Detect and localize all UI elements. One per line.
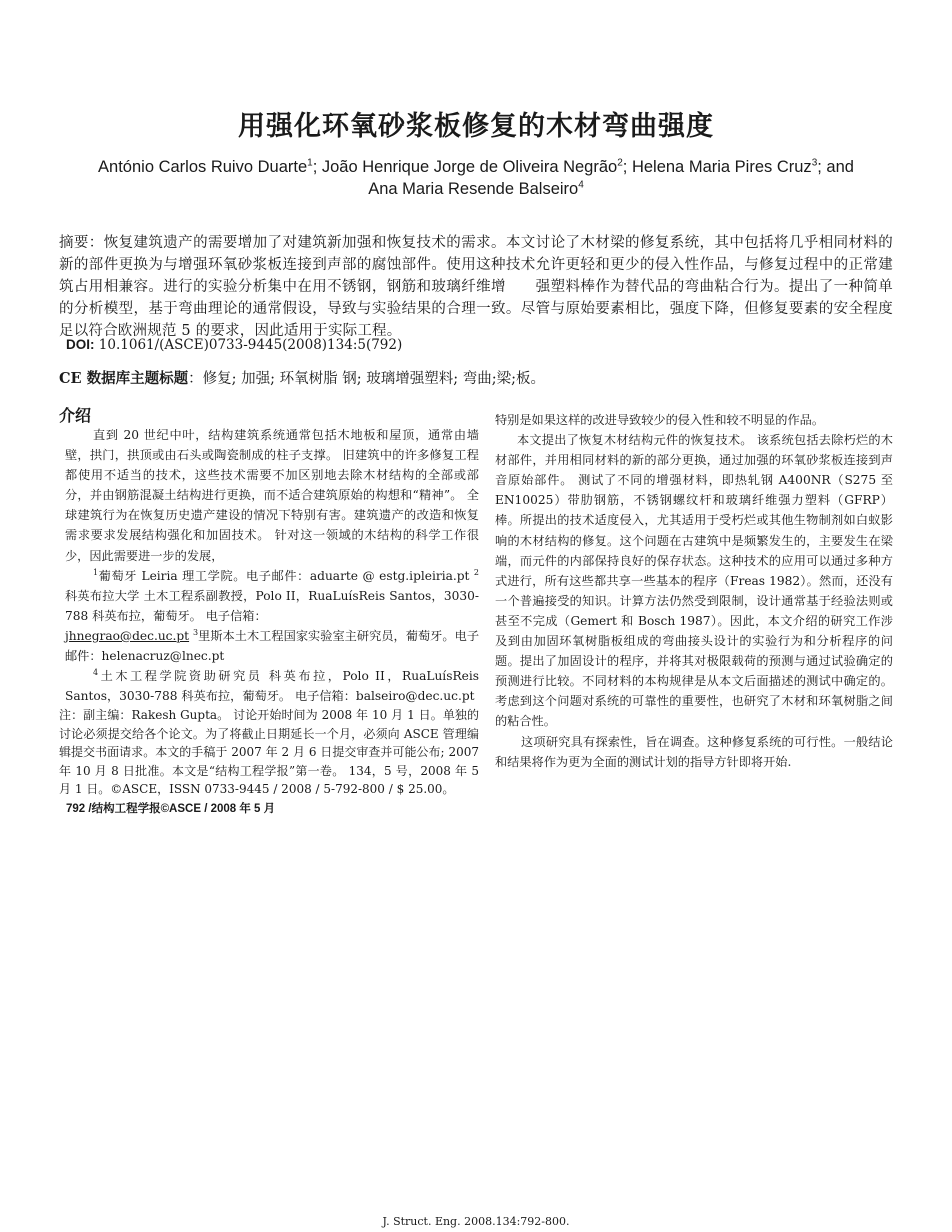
subject-headings-label: CE 数据库主题标题 [59,370,189,387]
intro-paragraph: 直到 20 世纪中叶，结构建筑系统通常包括木地板和屋顶，通常由墙壁，拱门，拱顶或由石头或陶瓷制成的柱子支撑。 旧建筑中的许多修复工程都使用不适当的技术，这些技术需要不加区别地去除木材结构的全部或部分，并由钢筋混凝土结构进行更换，而不适合建筑原始的构想和“精神”。 全球建筑行为在恢复历史遗产建设的情况下特别有害。建筑遗产的改造和恢复需求要求发展结构强化和加固技术。 针对这一领域的木结构的科学工作很少，因此需要进一步的发展， [65,428,479,563]
abstract: 摘要：恢复建筑遗产的需要增加了对建筑新加强和恢复技术的需求。本文讨论了木材梁的修复系统，其中包括将几乎相同材料的新的部件更换为与增强环氧砂浆板连接到声部的腐蚀部件。使用这种技术允许更轻和更少的侵入性作品，与修复过程中的正常建筑占用相兼容。进行的实验分析集中在用不锈钢，钢筋和玻璃纤维增 强塑料棒作为替代品的弯曲粘合行为。提出了一种简单的分析模型，基于弯曲理论的通常假设，导致与实验结果的合理一致。尽管与原始要素相比，强度下降，但修复要素的安全程度足以符合欧洲规范 5 的要求，因此适用于实际工程。 [59,235,893,339]
author-and: ; and [817,158,854,176]
author-3-affil: 3 [811,157,818,169]
paper-title: 用强化环氧砂浆板修复的木材弯曲强度 [238,111,714,142]
left-column [59,425,479,799]
footnote-email[interactable]: jhnegrao@dec.uc.pt [65,628,190,643]
author-3: ; Helena Maria Pires Cruz [622,158,812,176]
section-title-intro: 介绍 [59,406,92,425]
author-4: Ana Maria Resende Balseiro [368,180,579,198]
subject-headings-terms: ：修复; 加强; 环氧树脂 钢; 玻璃增强塑料; 弯曲;梁;板。 [188,371,545,387]
author-4-affil: 4 [578,179,584,191]
author-1: António Carlos Ruivo Duarte [98,158,308,176]
author-1-affil: 1 [307,157,313,169]
author-list [70,156,882,200]
journal-footer: 792 /结构工程学报©ASCE / 2008 年 5 月 [66,803,276,815]
author-2: ; João Henrique Jorge de Oliveira Negrão [312,158,618,176]
doi-line [66,337,402,353]
footnote-1: $^1$葡萄牙 Leiria 理工学院。电子邮件：aduarte @ estg.ipleiria.pt $^2$科英布拉大学 土木工程系副教授，Polo II，RuaLuísReis Santos，3030-788 科英布拉，葡萄牙。 电子信箱： jhnegrao@dec.uc.pt $^3$里斯本土木工程国家实验室主研究员，葡萄牙。电子邮件：helenacruz@lnec.pt [65,567,480,664]
citation-footer: J. Struct. Eng. 2008.134:792-800. [382,1215,570,1228]
doi-value: 10.1061/(ASCE)0733-9445(2008)134:5(792) [94,337,403,353]
paragraph-technique: 本文提出了恢复木材结构元件的恢复技术。 该系统包括去除朽烂的木材部件，并用相同材料的新的部分更换，通过加强的环氧砂浆板连接到声音原始部件。 测试了不同的增强材料，即热轧钢 A400NR（S275 至 EN10025）带肋钢筋，不锈钢螺纹杆和玻璃纤维强力塑料（GFRP）棒。所提出的技术适度侵入，尤其适用于受朽烂或其他生物制剂如白蚁影响的木材结构的修复。这个问题在古建筑中是频繁发生的，主要发生在梁端，而元件的内部保持良好的保存状态。这种技术的应用可以通过多种方式进行，所有这些都共享一些基本的程序（Freas 1982）。然而，还没有一个普遍接受的知识。计算方法仍然受到限制，设计通常基于经验法则或甚至不完成（Gemert 和 Bosch 1987）。因此，本文介绍的研究工作涉及到由加固环氧树脂板组成的弯曲接头设计的实验行为和分析程序的问题。提出了加固设计的程序，并将其对极限载荷的预测与通过试验确定的预测进行比较。不同材料的本构规律是从本文后面描述的测试中确定的。考虑到这个问题对系统的可靠性的重要性，也研究了木材和环氧树脂之间的粘合性。 [495,433,893,729]
right-column [495,410,893,772]
paragraph-exploratory: 这项研究具有探索性，旨在调查。这种修复系统的可行性。一般结论和结果将作为更为全面的测试计划的指导方针即将开始. [495,734,893,769]
author-2-affil: 2 [617,157,623,169]
editorial-note: 注：副主编：Rakesh Gupta。 讨论开始时间为 2008 年 10 月 1 日。单独的讨论必须提交给各个论文。为了将截止日期延长一个月，必须向 ASCE 管理编辑提交书面请求。本文的手稿于 2007 年 2 月 6 日提交审查并可能公布; 2007 年 10 月 8 日批准。本文是“结构工程学报”第一卷。 134，5 号，2008 年 5 月 1 日。©ASCE，ISSN 0733-9445 / 2008 / 5-792-800 / $ 25.00。 [59,708,479,797]
doi-label: DOI: [66,337,95,352]
footnote-4: $^4$土木工程学院资助研究员 科英布拉，Polo II，RuaLuísReis Santos，3030-788 科英布拉，葡萄牙。 电子信箱：balseiro@dec.uc.pt [65,668,479,704]
paragraph-continued: 特别是如果这样的改进导致较少的侵入性和较不明显的作品。 [495,413,825,427]
subject-headings [59,367,545,388]
